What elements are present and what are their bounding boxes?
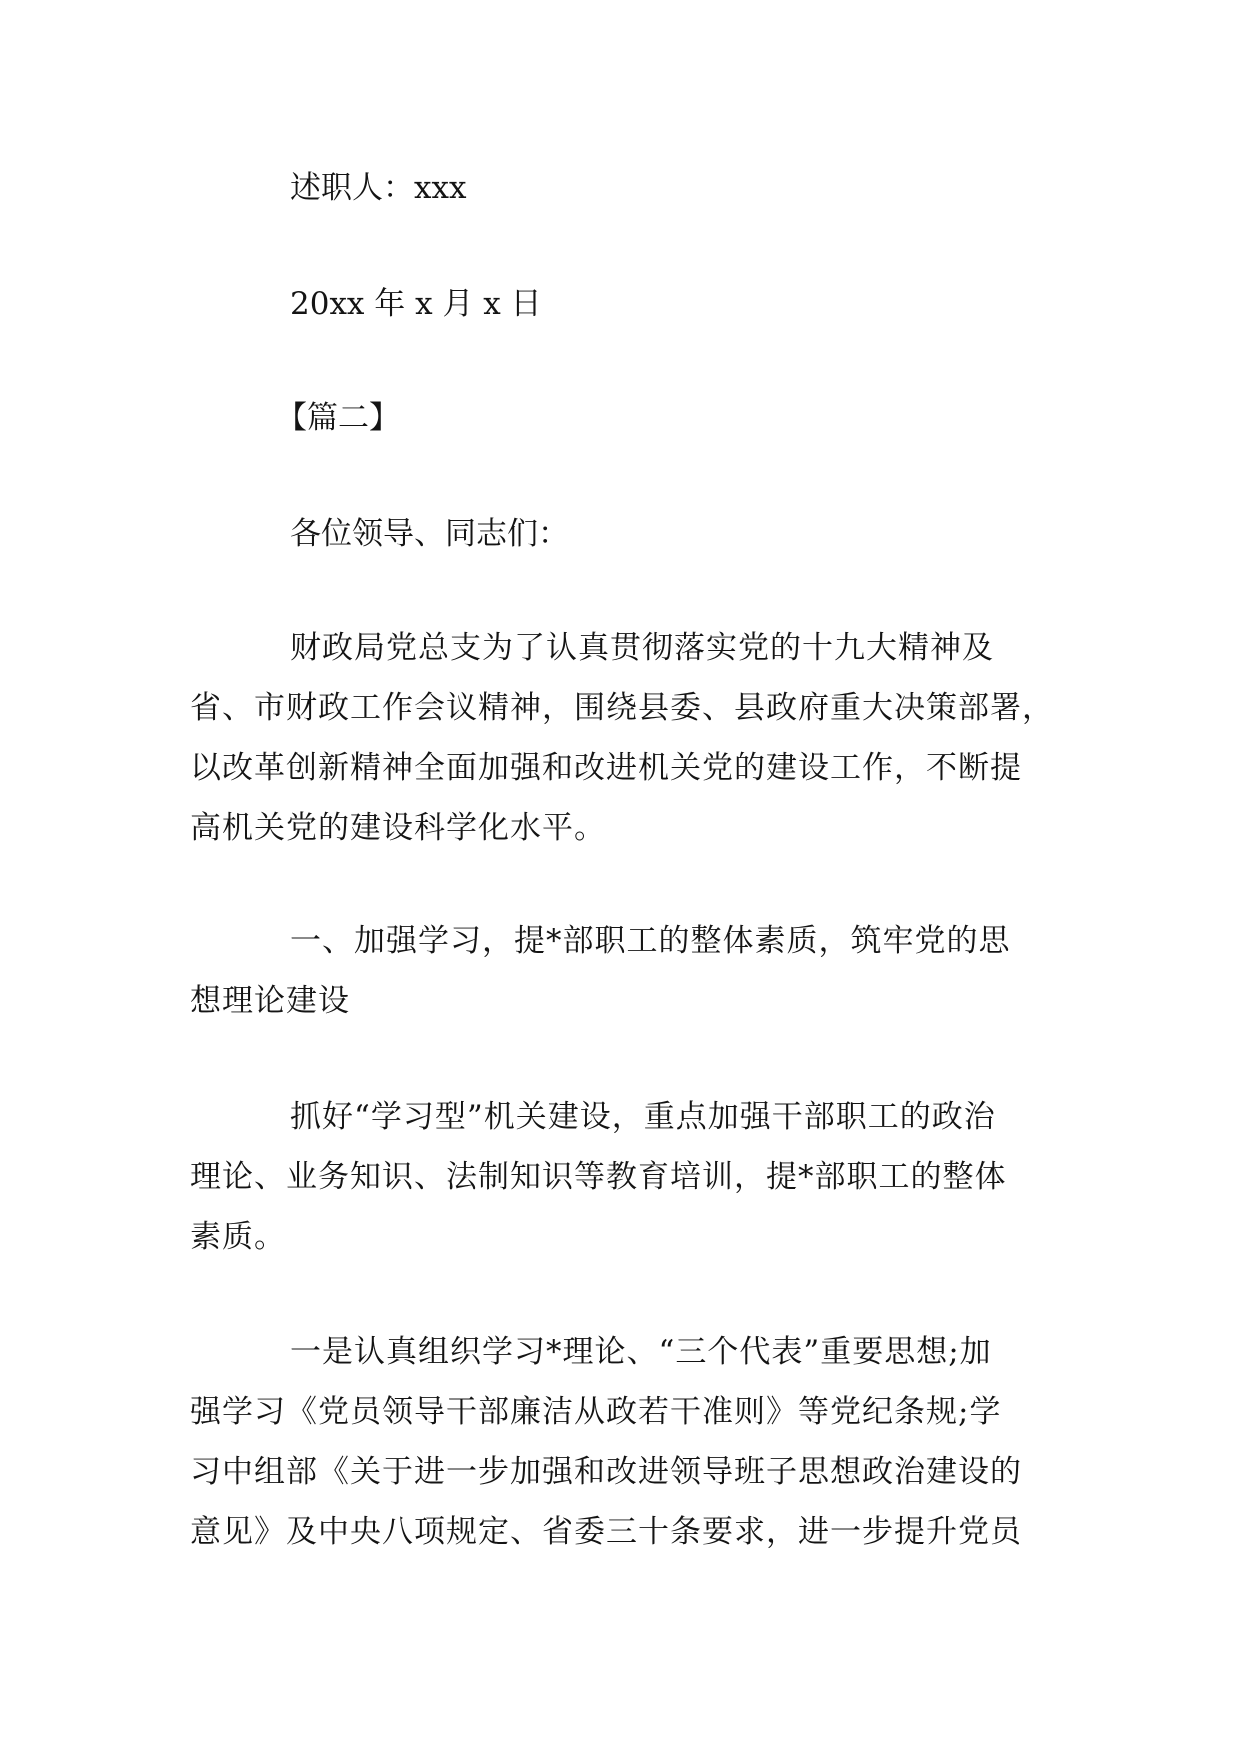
paragraph-line: 抓好“学习型”机关建设，重点加强干部职工的政治 [290,1099,996,1135]
paragraph-line: 高机关党的建设科学化水平。 [190,810,606,846]
date-line: 20xx 年 x 月 x 日 [290,286,542,322]
paragraph-line: 理论、业务知识、法制知识等教育培训，提*部职工的整体 [190,1159,1007,1195]
reporter-line: 述职人：xxx [290,170,467,206]
paragraph-line: 想理论建设 [190,983,350,1019]
heading-1 [190,911,1060,1031]
paragraph-line: 以改革创新精神全面加强和改进机关党的建设工作，不断提 [190,750,1022,786]
paragraph-line: 省、市财政工作会议精神，围绕县委、县政府重大决策部署， [190,690,1054,726]
paragraph-line: 一、加强学习，提*部职工的整体素质，筑牢党的思 [290,923,1011,959]
paragraph-3 [190,1322,1060,1562]
paragraph-1 [190,618,1060,858]
paragraph-line: 强学习《党员领导干部廉洁从政若干准则》等党纪条规;学 [190,1394,1002,1430]
salutation: 各位领导、同志们： [290,516,569,552]
section-heading: 【篇二】 [276,400,400,436]
paragraph-line: 意见》及中央八项规定、省委三十条要求，进一步提升党员 [190,1514,1022,1550]
paragraph-line: 一是认真组织学习*理论、“三个代表”重要思想;加 [290,1334,992,1370]
paragraph-line: 素质。 [190,1219,286,1255]
paragraph-2 [190,1087,1060,1267]
paragraph-line: 财政局党总支为了认真贯彻落实党的十九大精神及 [290,630,994,666]
paragraph-line: 习中组部《关于进一步加强和改进领导班子思想政治建设的 [190,1454,1022,1490]
